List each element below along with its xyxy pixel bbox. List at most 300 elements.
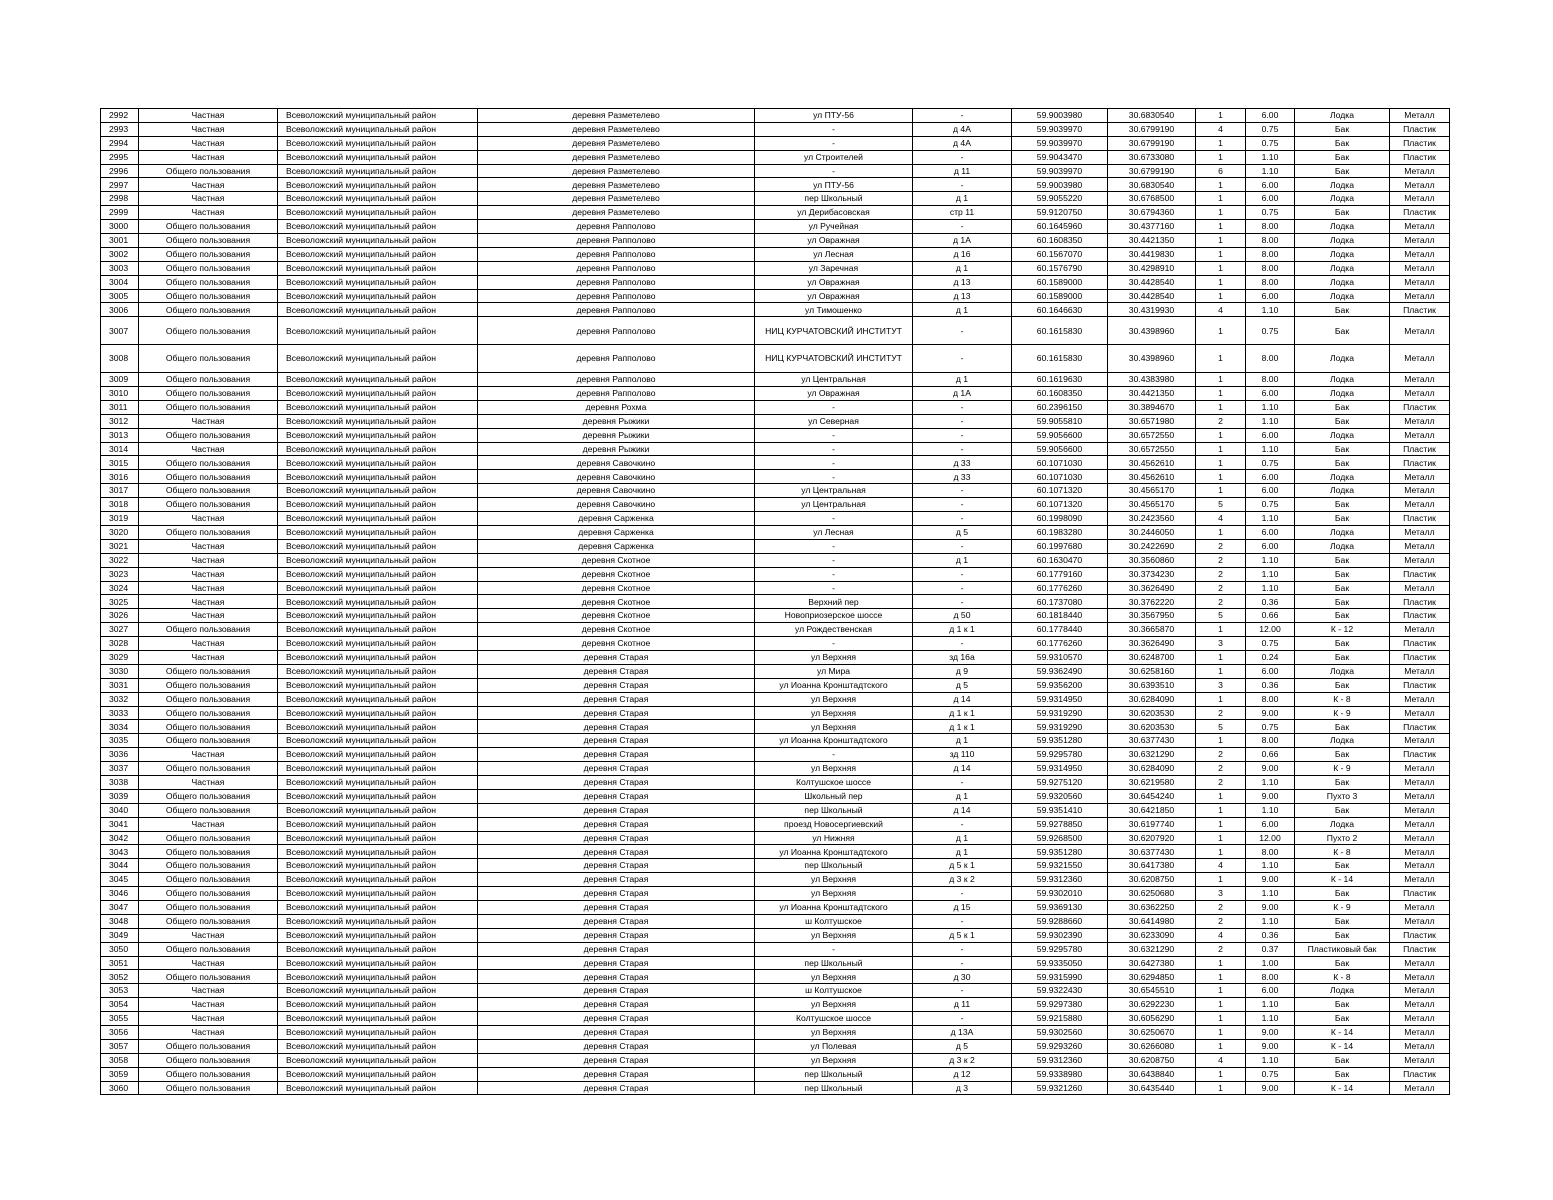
house-cell: д 13А xyxy=(913,1026,1012,1040)
ownership-cell: Общего пользования xyxy=(139,1039,278,1053)
longitude-cell: 30.6572550 xyxy=(1108,428,1196,442)
settlement-cell: деревня Скотное xyxy=(478,581,755,595)
latitude-cell: 60.1776260 xyxy=(1012,581,1108,595)
longitude-cell: 30.4565170 xyxy=(1108,498,1196,512)
container-count-cell: 3 xyxy=(1196,678,1246,692)
district-cell: Всеволожский муниципальный район xyxy=(278,539,478,553)
settlement-cell: деревня Старая xyxy=(478,706,755,720)
volume-cell: 6.00 xyxy=(1246,428,1295,442)
longitude-cell: 30.6266080 xyxy=(1108,1039,1196,1053)
ownership-cell: Общего пользования xyxy=(139,373,278,387)
container-count-cell: 4 xyxy=(1196,303,1246,317)
longitude-cell: 30.6421850 xyxy=(1108,803,1196,817)
district-cell: Всеволожский муниципальный район xyxy=(278,553,478,567)
ownership-cell: Частная xyxy=(139,817,278,831)
row-number-cell: 2994 xyxy=(101,136,139,150)
house-cell: - xyxy=(913,345,1012,373)
settlement-cell: деревня Разметелево xyxy=(478,136,755,150)
row-number-cell: 3043 xyxy=(101,845,139,859)
street-cell: ул Иоанна Кронштадтского xyxy=(755,678,913,692)
ownership-cell: Частная xyxy=(139,136,278,150)
longitude-cell: 30.6799190 xyxy=(1108,136,1196,150)
longitude-cell: 30.6377430 xyxy=(1108,734,1196,748)
street-cell: - xyxy=(755,512,913,526)
container-count-cell: 1 xyxy=(1196,220,1246,234)
longitude-cell: 30.4562610 xyxy=(1108,470,1196,484)
row-number-cell: 3045 xyxy=(101,873,139,887)
material-cell: Металл xyxy=(1390,664,1450,678)
material-cell: Металл xyxy=(1390,623,1450,637)
latitude-cell: 59.9302390 xyxy=(1012,928,1108,942)
district-cell: Всеволожский муниципальный район xyxy=(278,970,478,984)
latitude-cell: 59.9215880 xyxy=(1012,1012,1108,1026)
table-row xyxy=(101,623,1450,637)
house-cell: - xyxy=(913,581,1012,595)
container-count-cell: 4 xyxy=(1196,859,1246,873)
table-row xyxy=(101,900,1450,914)
table-row xyxy=(101,748,1450,762)
district-cell: Всеволожский муниципальный район xyxy=(278,706,478,720)
settlement-cell: деревня Старая xyxy=(478,748,755,762)
latitude-cell: 59.9043470 xyxy=(1012,150,1108,164)
material-cell: Металл xyxy=(1390,192,1450,206)
street-cell: - xyxy=(755,581,913,595)
container-count-cell: 1 xyxy=(1196,178,1246,192)
material-cell: Металл xyxy=(1390,373,1450,387)
row-number-cell: 3006 xyxy=(101,303,139,317)
container-count-cell: 1 xyxy=(1196,387,1246,401)
house-cell: д 1 xyxy=(913,303,1012,317)
street-cell: ул Верхняя xyxy=(755,720,913,734)
table-row xyxy=(101,220,1450,234)
ownership-cell: Частная xyxy=(139,553,278,567)
material-cell: Металл xyxy=(1390,220,1450,234)
latitude-cell: 60.1983280 xyxy=(1012,525,1108,539)
container-count-cell: 5 xyxy=(1196,609,1246,623)
latitude-cell: 59.9039970 xyxy=(1012,136,1108,150)
longitude-cell: 30.6572550 xyxy=(1108,442,1196,456)
container-count-cell: 1 xyxy=(1196,873,1246,887)
table-row xyxy=(101,275,1450,289)
material-cell: Металл xyxy=(1390,178,1450,192)
row-number-cell: 2997 xyxy=(101,178,139,192)
container-type-cell: К - 12 xyxy=(1295,623,1390,637)
house-cell: - xyxy=(913,442,1012,456)
container-count-cell: 2 xyxy=(1196,706,1246,720)
house-cell: д 1 xyxy=(913,373,1012,387)
container-count-cell: 5 xyxy=(1196,720,1246,734)
container-type-cell: Лодка xyxy=(1295,192,1390,206)
container-count-cell: 1 xyxy=(1196,275,1246,289)
material-cell: Пластик xyxy=(1390,442,1450,456)
row-number-cell: 3048 xyxy=(101,914,139,928)
container-type-cell: Бак xyxy=(1295,553,1390,567)
latitude-cell: 59.9321550 xyxy=(1012,859,1108,873)
ownership-cell: Общего пользования xyxy=(139,470,278,484)
ownership-cell: Частная xyxy=(139,984,278,998)
house-cell: д 1А xyxy=(913,234,1012,248)
container-type-cell: К - 14 xyxy=(1295,1026,1390,1040)
container-type-cell: Бак xyxy=(1295,928,1390,942)
house-cell: - xyxy=(913,956,1012,970)
material-cell: Металл xyxy=(1390,261,1450,275)
container-type-cell: К - 9 xyxy=(1295,762,1390,776)
table-row xyxy=(101,998,1450,1012)
row-number-cell: 3055 xyxy=(101,1012,139,1026)
container-type-cell: Бак xyxy=(1295,317,1390,345)
container-count-cell: 1 xyxy=(1196,247,1246,261)
district-cell: Всеволожский муниципальный район xyxy=(278,178,478,192)
street-cell: ул Лесная xyxy=(755,247,913,261)
street-cell: ул Лесная xyxy=(755,525,913,539)
longitude-cell: 30.6545510 xyxy=(1108,984,1196,998)
volume-cell: 0.75 xyxy=(1246,206,1295,220)
longitude-cell: 30.6830540 xyxy=(1108,178,1196,192)
volume-cell: 1.10 xyxy=(1246,887,1295,901)
table-row xyxy=(101,178,1450,192)
container-type-cell: Бак xyxy=(1295,164,1390,178)
volume-cell: 9.00 xyxy=(1246,1039,1295,1053)
house-cell: - xyxy=(913,914,1012,928)
container-type-cell: Бак xyxy=(1295,122,1390,136)
house-cell: д 14 xyxy=(913,692,1012,706)
longitude-cell: 30.3626490 xyxy=(1108,637,1196,651)
longitude-cell: 30.6250670 xyxy=(1108,1026,1196,1040)
ownership-cell: Общего пользования xyxy=(139,275,278,289)
volume-cell: 8.00 xyxy=(1246,970,1295,984)
latitude-cell: 59.9319290 xyxy=(1012,720,1108,734)
settlement-cell: деревня Старая xyxy=(478,942,755,956)
longitude-cell: 30.6233090 xyxy=(1108,928,1196,942)
ownership-cell: Общего пользования xyxy=(139,720,278,734)
street-cell: ул Иоанна Кронштадтского xyxy=(755,845,913,859)
longitude-cell: 30.6284090 xyxy=(1108,762,1196,776)
house-cell: д 12 xyxy=(913,1067,1012,1081)
ownership-cell: Общего пользования xyxy=(139,498,278,512)
settlement-cell: деревня Скотное xyxy=(478,637,755,651)
longitude-cell: 30.6377430 xyxy=(1108,845,1196,859)
row-number-cell: 3005 xyxy=(101,289,139,303)
house-cell: д 11 xyxy=(913,164,1012,178)
latitude-cell: 60.1645960 xyxy=(1012,220,1108,234)
table-row xyxy=(101,442,1450,456)
house-cell: - xyxy=(913,637,1012,651)
row-number-cell: 3026 xyxy=(101,609,139,623)
container-count-cell: 1 xyxy=(1196,1067,1246,1081)
material-cell: Пластик xyxy=(1390,136,1450,150)
container-count-cell: 1 xyxy=(1196,623,1246,637)
volume-cell: 0.75 xyxy=(1246,1067,1295,1081)
table-row xyxy=(101,498,1450,512)
district-cell: Всеволожский муниципальный район xyxy=(278,317,478,345)
container-type-cell: К - 8 xyxy=(1295,970,1390,984)
settlement-cell: деревня Рыжики xyxy=(478,414,755,428)
ownership-cell: Общего пользования xyxy=(139,428,278,442)
latitude-cell: 59.9335050 xyxy=(1012,956,1108,970)
latitude-cell: 59.9356200 xyxy=(1012,678,1108,692)
house-cell: зд 16а xyxy=(913,650,1012,664)
settlement-cell: деревня Старая xyxy=(478,887,755,901)
ownership-cell: Общего пользования xyxy=(139,706,278,720)
settlement-cell: деревня Рапполово xyxy=(478,247,755,261)
district-cell: Всеволожский муниципальный район xyxy=(278,956,478,970)
ownership-cell: Общего пользования xyxy=(139,789,278,803)
container-count-cell: 1 xyxy=(1196,803,1246,817)
material-cell: Металл xyxy=(1390,1039,1450,1053)
volume-cell: 6.00 xyxy=(1246,470,1295,484)
house-cell: - xyxy=(913,150,1012,164)
street-cell: ул Строителей xyxy=(755,150,913,164)
ownership-cell: Общего пользования xyxy=(139,678,278,692)
house-cell: д 1 к 1 xyxy=(913,706,1012,720)
volume-cell: 8.00 xyxy=(1246,345,1295,373)
row-number-cell: 2992 xyxy=(101,109,139,123)
district-cell: Всеволожский муниципальный район xyxy=(278,192,478,206)
material-cell: Металл xyxy=(1390,234,1450,248)
container-type-cell: Бак xyxy=(1295,136,1390,150)
street-cell: ул Овражная xyxy=(755,234,913,248)
material-cell: Металл xyxy=(1390,470,1450,484)
district-cell: Всеволожский муниципальный район xyxy=(278,525,478,539)
latitude-cell: 59.9288660 xyxy=(1012,914,1108,928)
container-type-cell: Лодка xyxy=(1295,428,1390,442)
district-cell: Всеволожский муниципальный район xyxy=(278,414,478,428)
settlement-cell: деревня Старая xyxy=(478,775,755,789)
settlement-cell: деревня Старая xyxy=(478,734,755,748)
longitude-cell: 30.6219580 xyxy=(1108,775,1196,789)
ownership-cell: Частная xyxy=(139,192,278,206)
material-cell: Пластик xyxy=(1390,720,1450,734)
container-type-cell: Бак xyxy=(1295,567,1390,581)
latitude-cell: 60.1619630 xyxy=(1012,373,1108,387)
volume-cell: 1.10 xyxy=(1246,150,1295,164)
street-cell: ул Верхняя xyxy=(755,706,913,720)
container-type-cell: Лодка xyxy=(1295,984,1390,998)
table-row xyxy=(101,706,1450,720)
table-row xyxy=(101,873,1450,887)
district-cell: Всеволожский муниципальный район xyxy=(278,914,478,928)
latitude-cell: 59.9319290 xyxy=(1012,706,1108,720)
container-count-cell: 2 xyxy=(1196,775,1246,789)
material-cell: Металл xyxy=(1390,109,1450,123)
district-cell: Всеволожский муниципальный район xyxy=(278,1081,478,1095)
table-row xyxy=(101,720,1450,734)
settlement-cell: деревня Старая xyxy=(478,900,755,914)
container-type-cell: Лодка xyxy=(1295,220,1390,234)
ownership-cell: Общего пользования xyxy=(139,623,278,637)
table-row xyxy=(101,414,1450,428)
latitude-cell: 60.1778440 xyxy=(1012,623,1108,637)
house-cell: - xyxy=(913,817,1012,831)
district-cell: Всеволожский муниципальный район xyxy=(278,261,478,275)
street-cell: ул Верхняя xyxy=(755,1026,913,1040)
container-type-cell: Лодка xyxy=(1295,525,1390,539)
container-count-cell: 1 xyxy=(1196,109,1246,123)
container-type-cell: Бак xyxy=(1295,914,1390,928)
material-cell: Пластик xyxy=(1390,650,1450,664)
container-type-cell: Бак xyxy=(1295,1012,1390,1026)
container-type-cell: Лодка xyxy=(1295,178,1390,192)
ownership-cell: Частная xyxy=(139,595,278,609)
container-count-cell: 2 xyxy=(1196,762,1246,776)
material-cell: Пластик xyxy=(1390,456,1450,470)
row-number-cell: 3060 xyxy=(101,1081,139,1095)
house-cell: - xyxy=(913,887,1012,901)
latitude-cell: 60.1646630 xyxy=(1012,303,1108,317)
longitude-cell: 30.4398960 xyxy=(1108,317,1196,345)
table-row xyxy=(101,1053,1450,1067)
longitude-cell: 30.6056290 xyxy=(1108,1012,1196,1026)
container-count-cell: 3 xyxy=(1196,887,1246,901)
house-cell: д 33 xyxy=(913,470,1012,484)
ownership-cell: Общего пользования xyxy=(139,803,278,817)
volume-cell: 8.00 xyxy=(1246,275,1295,289)
street-cell: ул ПТУ-56 xyxy=(755,109,913,123)
house-cell: д 1 к 1 xyxy=(913,720,1012,734)
container-type-cell: Бак xyxy=(1295,775,1390,789)
house-cell: д 1 xyxy=(913,553,1012,567)
row-number-cell: 2996 xyxy=(101,164,139,178)
ownership-cell: Общего пользования xyxy=(139,317,278,345)
ownership-cell: Общего пользования xyxy=(139,873,278,887)
material-cell: Пластик xyxy=(1390,303,1450,317)
volume-cell: 8.00 xyxy=(1246,234,1295,248)
row-number-cell: 3059 xyxy=(101,1067,139,1081)
container-type-cell: К - 8 xyxy=(1295,845,1390,859)
material-cell: Пластик xyxy=(1390,512,1450,526)
street-cell: ул Верхняя xyxy=(755,887,913,901)
house-cell: - xyxy=(913,498,1012,512)
district-cell: Всеволожский муниципальный район xyxy=(278,150,478,164)
district-cell: Всеволожский муниципальный район xyxy=(278,803,478,817)
material-cell: Металл xyxy=(1390,998,1450,1012)
house-cell: д 1 к 1 xyxy=(913,623,1012,637)
house-cell: - xyxy=(913,178,1012,192)
longitude-cell: 30.4428540 xyxy=(1108,275,1196,289)
house-cell: зд 110 xyxy=(913,748,1012,762)
settlement-cell: деревня Старая xyxy=(478,720,755,734)
material-cell: Пластик xyxy=(1390,748,1450,762)
street-cell: - xyxy=(755,553,913,567)
material-cell: Пластик xyxy=(1390,928,1450,942)
longitude-cell: 30.6438840 xyxy=(1108,1067,1196,1081)
house-cell: д 5 к 1 xyxy=(913,928,1012,942)
house-cell: - xyxy=(913,942,1012,956)
ownership-cell: Общего пользования xyxy=(139,484,278,498)
row-number-cell: 3003 xyxy=(101,261,139,275)
container-type-cell: Бак xyxy=(1295,512,1390,526)
row-number-cell: 3011 xyxy=(101,400,139,414)
table-row xyxy=(101,803,1450,817)
district-cell: Всеволожский муниципальный район xyxy=(278,247,478,261)
settlement-cell: деревня Скотное xyxy=(478,595,755,609)
ownership-cell: Общего пользования xyxy=(139,692,278,706)
container-count-cell: 2 xyxy=(1196,553,1246,567)
ownership-cell: Общего пользования xyxy=(139,1067,278,1081)
volume-cell: 1.10 xyxy=(1246,1053,1295,1067)
row-number-cell: 3051 xyxy=(101,956,139,970)
district-cell: Всеволожский муниципальный район xyxy=(278,428,478,442)
container-count-cell: 1 xyxy=(1196,734,1246,748)
district-cell: Всеволожский муниципальный район xyxy=(278,748,478,762)
material-cell: Металл xyxy=(1390,553,1450,567)
table-row xyxy=(101,942,1450,956)
settlement-cell: деревня Скотное xyxy=(478,609,755,623)
table-row xyxy=(101,512,1450,526)
row-number-cell: 3042 xyxy=(101,831,139,845)
container-count-cell: 1 xyxy=(1196,664,1246,678)
volume-cell: 8.00 xyxy=(1246,261,1295,275)
row-number-cell: 2999 xyxy=(101,206,139,220)
row-number-cell: 3049 xyxy=(101,928,139,942)
ownership-cell: Частная xyxy=(139,775,278,789)
material-cell: Пластик xyxy=(1390,637,1450,651)
row-number-cell: 3009 xyxy=(101,373,139,387)
street-cell: - xyxy=(755,567,913,581)
district-cell: Всеволожский муниципальный район xyxy=(278,762,478,776)
table-row xyxy=(101,859,1450,873)
ownership-cell: Частная xyxy=(139,998,278,1012)
house-cell: д 5 к 1 xyxy=(913,859,1012,873)
district-cell: Всеволожский муниципальный район xyxy=(278,136,478,150)
volume-cell: 6.00 xyxy=(1246,109,1295,123)
row-number-cell: 3004 xyxy=(101,275,139,289)
material-cell: Металл xyxy=(1390,317,1450,345)
container-count-cell: 1 xyxy=(1196,317,1246,345)
ownership-cell: Общего пользования xyxy=(139,845,278,859)
material-cell: Металл xyxy=(1390,873,1450,887)
volume-cell: 6.00 xyxy=(1246,289,1295,303)
latitude-cell: 60.1608350 xyxy=(1012,387,1108,401)
settlement-cell: деревня Скотное xyxy=(478,623,755,637)
latitude-cell: 59.9039970 xyxy=(1012,164,1108,178)
material-cell: Пластик xyxy=(1390,887,1450,901)
container-count-cell: 2 xyxy=(1196,942,1246,956)
ownership-cell: Общего пользования xyxy=(139,525,278,539)
volume-cell: 0.66 xyxy=(1246,609,1295,623)
longitude-cell: 30.6794360 xyxy=(1108,206,1196,220)
street-cell: - xyxy=(755,164,913,178)
house-cell: д 1А xyxy=(913,387,1012,401)
container-count-cell: 2 xyxy=(1196,914,1246,928)
settlement-cell: деревня Рапполово xyxy=(478,345,755,373)
house-cell: - xyxy=(913,484,1012,498)
district-cell: Всеволожский муниципальный район xyxy=(278,581,478,595)
ownership-cell: Частная xyxy=(139,567,278,581)
container-type-cell: Бак xyxy=(1295,1067,1390,1081)
container-count-cell: 4 xyxy=(1196,122,1246,136)
street-cell: Колтушское шоссе xyxy=(755,1012,913,1026)
material-cell: Металл xyxy=(1390,345,1450,373)
house-cell: д 3 xyxy=(913,1081,1012,1095)
street-cell: - xyxy=(755,942,913,956)
district-cell: Всеволожский муниципальный район xyxy=(278,789,478,803)
row-number-cell: 2993 xyxy=(101,122,139,136)
row-number-cell: 3046 xyxy=(101,887,139,901)
volume-cell: 1.10 xyxy=(1246,803,1295,817)
table-row xyxy=(101,387,1450,401)
volume-cell: 8.00 xyxy=(1246,247,1295,261)
house-cell: - xyxy=(913,414,1012,428)
latitude-cell: 60.1776260 xyxy=(1012,637,1108,651)
table-row xyxy=(101,762,1450,776)
house-cell: д 1 xyxy=(913,734,1012,748)
table-row xyxy=(101,595,1450,609)
volume-cell: 1.10 xyxy=(1246,567,1295,581)
container-type-cell: К - 14 xyxy=(1295,873,1390,887)
street-cell: ул Полевая xyxy=(755,1039,913,1053)
material-cell: Металл xyxy=(1390,706,1450,720)
